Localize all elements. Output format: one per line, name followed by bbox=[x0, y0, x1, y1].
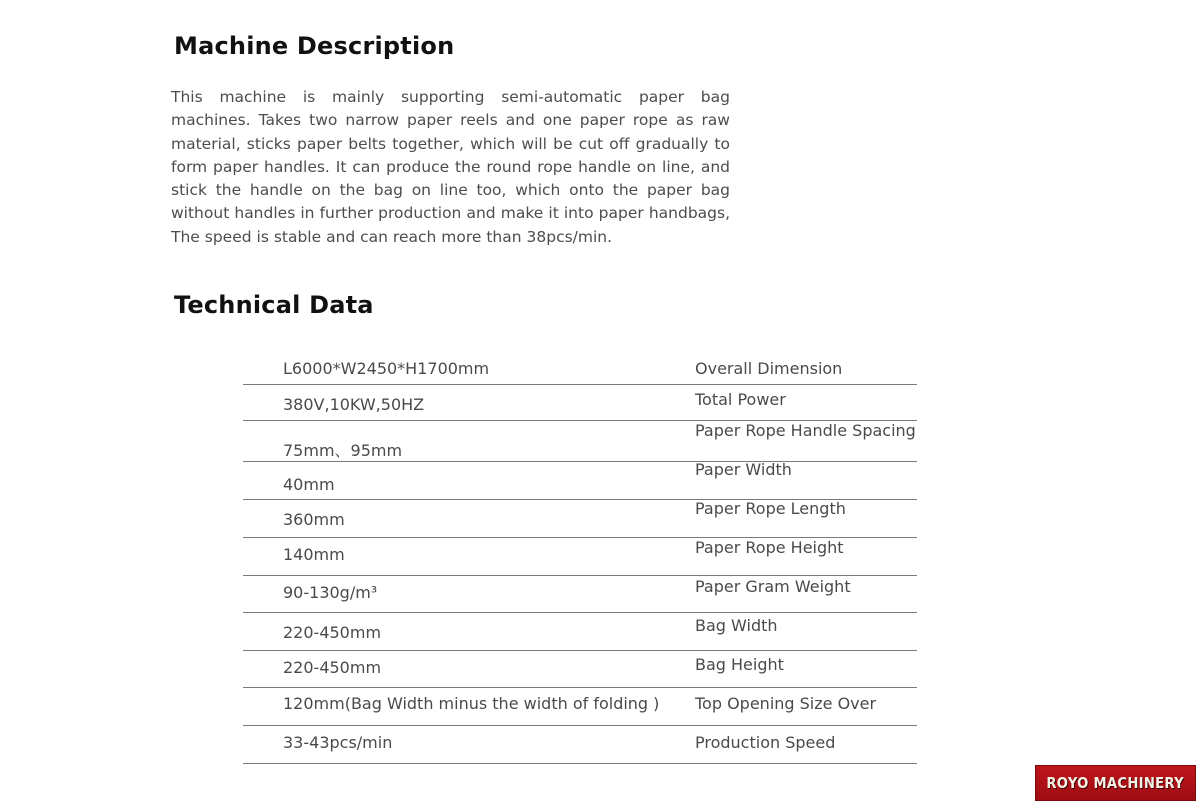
spec-value: L6000*W2450*H1700mm bbox=[283, 359, 490, 378]
spec-value: 75mm、95mm bbox=[283, 441, 403, 460]
spec-value: 140mm bbox=[283, 545, 345, 564]
spec-row-total-power bbox=[243, 385, 917, 421]
brand-logo bbox=[1035, 765, 1196, 801]
spec-label: Top Opening Size Over bbox=[695, 694, 877, 713]
spec-row-bag-height bbox=[243, 651, 917, 688]
spec-value: 90-130g/m³ bbox=[283, 583, 378, 602]
spec-value: 120mm(Bag Width minus the width of folding ) bbox=[283, 694, 660, 713]
spec-row-paper-rope-height bbox=[243, 538, 917, 576]
technical-data-table bbox=[243, 347, 917, 764]
spec-label: Production Speed bbox=[695, 733, 836, 752]
spec-label: Paper Rope Length bbox=[695, 499, 846, 518]
spec-row-overall-dimension bbox=[243, 347, 917, 385]
spec-label: Paper Rope Height bbox=[695, 538, 844, 557]
spec-label: Bag Height bbox=[695, 655, 784, 674]
spec-label: Overall Dimension bbox=[695, 359, 843, 378]
spec-label: Bag Width bbox=[695, 616, 778, 635]
spec-row-paper-rope-handle-spacing bbox=[243, 421, 917, 462]
spec-value: 40mm bbox=[283, 475, 335, 494]
brand-name: ROYO MACHINERY bbox=[1046, 774, 1185, 792]
technical-data-heading: Technical Data bbox=[174, 291, 374, 319]
spec-row-paper-gram-weight bbox=[243, 576, 917, 613]
spec-value: 360mm bbox=[283, 510, 345, 529]
spec-value: 33-43pcs/min bbox=[283, 733, 393, 752]
spec-label: Paper Width bbox=[695, 460, 792, 479]
spec-row-production-speed bbox=[243, 726, 917, 764]
spec-row-paper-rope-length bbox=[243, 500, 917, 538]
spec-row-bag-width bbox=[243, 613, 917, 651]
spec-label: Paper Rope Handle Spacing bbox=[695, 421, 916, 440]
machine-description-text: This machine is mainly supporting semi-automatic paper bag machines. Takes two narrow paper reels and one paper rope as raw material, sticks paper belts together, which will be cut off gradually to form paper handles. It can produce the round rope handle on line, and stick the handle on the bag on line too, which onto the paper bag without handles in further production and make it into paper handbags, The speed is stable and can reach more than 38pcs/min. bbox=[171, 88, 730, 246]
machine-description-heading: Machine Description bbox=[174, 32, 455, 60]
spec-value: 220-450mm bbox=[283, 658, 382, 677]
spec-label: Paper Gram Weight bbox=[695, 577, 851, 596]
spec-row-top-opening-size-over bbox=[243, 688, 917, 726]
spec-label: Total Power bbox=[695, 390, 786, 409]
spec-value: 220-450mm bbox=[283, 623, 382, 642]
spec-row-paper-width bbox=[243, 462, 917, 500]
spec-value: 380V,10KW,50HZ bbox=[283, 395, 425, 414]
